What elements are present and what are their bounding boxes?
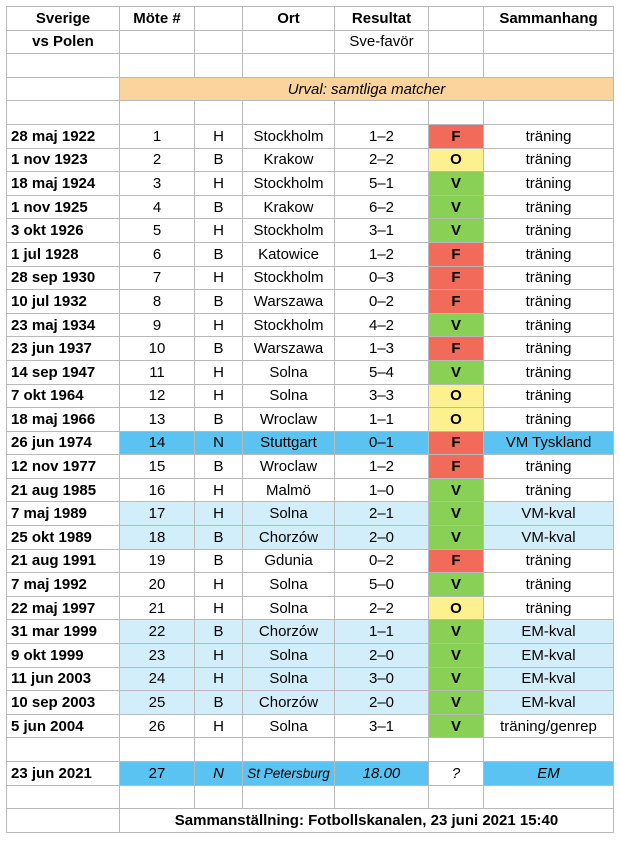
match-date: 18 maj 1924 (7, 172, 120, 196)
match-number: 4 (120, 195, 195, 219)
match-date: 7 okt 1964 (7, 384, 120, 408)
match-result: 1–2 (335, 455, 429, 479)
match-location: Wroclaw (243, 455, 335, 479)
upcoming-match-row (7, 762, 614, 786)
match-context: VM-kval (484, 502, 614, 526)
match-result: 6–2 (335, 195, 429, 219)
match-number: 14 (120, 431, 195, 455)
match-context: träning (484, 172, 614, 196)
blank-row (7, 738, 614, 762)
outcome-badge: V (429, 667, 484, 691)
match-result: 5–4 (335, 360, 429, 384)
table-row (7, 596, 614, 620)
match-number: 5 (120, 219, 195, 243)
outcome-badge: F (429, 266, 484, 290)
match-date: 23 jun 2021 (7, 762, 120, 786)
match-location: Warszawa (243, 337, 335, 361)
outcome-badge: F (429, 549, 484, 573)
match-location: Wroclaw (243, 408, 335, 432)
outcome-badge: V (429, 620, 484, 644)
match-number: 20 (120, 573, 195, 597)
match-date: 28 maj 1922 (7, 124, 120, 148)
outcome-badge: V (429, 172, 484, 196)
match-location: Stockholm (243, 266, 335, 290)
match-result: 3–1 (335, 714, 429, 738)
outcome-badge: V (429, 691, 484, 715)
match-context: träning (484, 408, 614, 432)
match-number: 9 (120, 313, 195, 337)
match-location: Krakow (243, 148, 335, 172)
header-empty-outcome (429, 7, 484, 31)
match-location: Malmö (243, 478, 335, 502)
header-ort: Ort (243, 7, 335, 31)
outcome-badge: F (429, 242, 484, 266)
match-result: 0–3 (335, 266, 429, 290)
table-row (7, 148, 614, 172)
empty-cell (243, 30, 335, 54)
home-away: H (195, 714, 243, 738)
header-row (7, 7, 614, 31)
match-date: 7 maj 1989 (7, 502, 120, 526)
table-row (7, 313, 614, 337)
match-result: 5–0 (335, 573, 429, 597)
outcome-badge: V (429, 573, 484, 597)
match-context: träning (484, 266, 614, 290)
match-date: 25 okt 1989 (7, 526, 120, 550)
blank-row (7, 54, 614, 78)
match-kickoff: 18.00 (335, 762, 429, 786)
match-number: 8 (120, 290, 195, 314)
match-location: Solna (243, 714, 335, 738)
match-context: träning (484, 219, 614, 243)
match-location: Solna (243, 573, 335, 597)
home-away: H (195, 644, 243, 668)
home-away: H (195, 573, 243, 597)
match-location: Warszawa (243, 290, 335, 314)
table-row (7, 573, 614, 597)
match-location: Gdunia (243, 549, 335, 573)
match-result: 2–0 (335, 691, 429, 715)
outcome-badge: V (429, 219, 484, 243)
results-sheet (6, 6, 614, 833)
match-date: 21 aug 1985 (7, 478, 120, 502)
match-result: 1–3 (335, 337, 429, 361)
match-date: 10 sep 2003 (7, 691, 120, 715)
match-location: Solna (243, 596, 335, 620)
outcome-badge: V (429, 313, 484, 337)
table-row (7, 360, 614, 384)
match-context: EM (484, 762, 614, 786)
outcome-badge: V (429, 714, 484, 738)
match-number: 1 (120, 124, 195, 148)
match-location: Chorzów (243, 526, 335, 550)
home-away: B (195, 242, 243, 266)
match-date: 1 jul 1928 (7, 242, 120, 266)
outcome-badge: F (429, 455, 484, 479)
match-result: 5–1 (335, 172, 429, 196)
blank-row (7, 101, 614, 125)
match-location: Stockholm (243, 219, 335, 243)
table-row (7, 526, 614, 550)
outcome-badge: V (429, 478, 484, 502)
table-row (7, 172, 614, 196)
header-resultat: Resultat (335, 7, 429, 31)
outcome-badge: O (429, 408, 484, 432)
home-away: H (195, 502, 243, 526)
table-row (7, 714, 614, 738)
header-sve-favor: Sve-favör (335, 30, 429, 54)
outcome-badge: V (429, 360, 484, 384)
match-context: träning (484, 360, 614, 384)
outcome-badge: V (429, 195, 484, 219)
home-away: N (195, 431, 243, 455)
match-result: 1–2 (335, 242, 429, 266)
table-row (7, 667, 614, 691)
match-number: 19 (120, 549, 195, 573)
table-row (7, 337, 614, 361)
match-table (6, 6, 614, 833)
home-away: B (195, 691, 243, 715)
match-date: 9 okt 1999 (7, 644, 120, 668)
footer-row (7, 809, 614, 833)
match-context: träning (484, 195, 614, 219)
outcome-unknown: ? (429, 762, 484, 786)
home-away: H (195, 266, 243, 290)
match-number: 2 (120, 148, 195, 172)
banner-row (7, 77, 614, 101)
match-location: Stockholm (243, 124, 335, 148)
home-away: N (195, 762, 243, 786)
home-away: B (195, 148, 243, 172)
match-result: 2–2 (335, 596, 429, 620)
home-away: H (195, 124, 243, 148)
match-result: 3–1 (335, 219, 429, 243)
match-context: EM-kval (484, 644, 614, 668)
match-location: Solna (243, 384, 335, 408)
match-location: Stuttgart (243, 431, 335, 455)
subheader-row (7, 30, 614, 54)
match-date: 7 maj 1992 (7, 573, 120, 597)
home-away: H (195, 667, 243, 691)
match-number: 15 (120, 455, 195, 479)
match-date: 22 maj 1997 (7, 596, 120, 620)
header-sverige: Sverige (7, 7, 120, 31)
match-context: VM Tyskland (484, 431, 614, 455)
match-date: 26 jun 1974 (7, 431, 120, 455)
match-context: träning (484, 242, 614, 266)
outcome-badge: F (429, 290, 484, 314)
home-away: B (195, 620, 243, 644)
match-number: 13 (120, 408, 195, 432)
match-number: 11 (120, 360, 195, 384)
table-row (7, 266, 614, 290)
table-row (7, 219, 614, 243)
match-number: 23 (120, 644, 195, 668)
match-context: träning (484, 124, 614, 148)
match-number: 12 (120, 384, 195, 408)
match-result: 0–1 (335, 431, 429, 455)
outcome-badge: O (429, 384, 484, 408)
match-context: träning (484, 337, 614, 361)
match-location: Chorzów (243, 620, 335, 644)
match-result: 3–3 (335, 384, 429, 408)
match-date: 11 jun 2003 (7, 667, 120, 691)
match-number: 7 (120, 266, 195, 290)
match-location: St Petersburg (243, 762, 335, 786)
match-result: 2–1 (335, 502, 429, 526)
match-number: 27 (120, 762, 195, 786)
outcome-badge: O (429, 596, 484, 620)
match-context: VM-kval (484, 526, 614, 550)
table-row (7, 620, 614, 644)
outcome-badge: F (429, 124, 484, 148)
home-away: H (195, 384, 243, 408)
match-date: 10 jul 1932 (7, 290, 120, 314)
match-result: 1–1 (335, 620, 429, 644)
match-location: Stockholm (243, 313, 335, 337)
match-location: Solna (243, 502, 335, 526)
table-row (7, 242, 614, 266)
table-row (7, 408, 614, 432)
home-away: H (195, 596, 243, 620)
match-context: träning (484, 313, 614, 337)
blank-row (7, 785, 614, 809)
match-number: 18 (120, 526, 195, 550)
match-context: träning (484, 290, 614, 314)
outcome-badge: V (429, 526, 484, 550)
home-away: B (195, 526, 243, 550)
match-result: 3–0 (335, 667, 429, 691)
empty-cell (429, 30, 484, 54)
match-date: 23 maj 1934 (7, 313, 120, 337)
match-context: träning (484, 455, 614, 479)
match-number: 6 (120, 242, 195, 266)
home-away: B (195, 408, 243, 432)
match-date: 23 jun 1937 (7, 337, 120, 361)
match-number: 25 (120, 691, 195, 715)
match-location: Katowice (243, 242, 335, 266)
match-date: 3 okt 1926 (7, 219, 120, 243)
table-row (7, 549, 614, 573)
match-result: 2–2 (335, 148, 429, 172)
match-number: 17 (120, 502, 195, 526)
match-context: träning (484, 549, 614, 573)
table-row (7, 384, 614, 408)
home-away: H (195, 219, 243, 243)
match-number: 24 (120, 667, 195, 691)
home-away: B (195, 549, 243, 573)
outcome-badge: V (429, 502, 484, 526)
match-context: träning (484, 384, 614, 408)
match-context: träning/genrep (484, 714, 614, 738)
match-date: 1 nov 1925 (7, 195, 120, 219)
match-result: 2–0 (335, 644, 429, 668)
match-location: Krakow (243, 195, 335, 219)
match-number: 22 (120, 620, 195, 644)
match-result: 0–2 (335, 290, 429, 314)
home-away: H (195, 360, 243, 384)
match-number: 21 (120, 596, 195, 620)
match-context: träning (484, 596, 614, 620)
home-away: B (195, 337, 243, 361)
match-context: träning (484, 573, 614, 597)
header-empty-ha (195, 7, 243, 31)
header-sammanhang: Sammanhang (484, 7, 614, 31)
match-date: 21 aug 1991 (7, 549, 120, 573)
match-location: Chorzów (243, 691, 335, 715)
outcome-badge: F (429, 431, 484, 455)
match-date: 14 sep 1947 (7, 360, 120, 384)
table-row (7, 431, 614, 455)
outcome-badge: V (429, 644, 484, 668)
match-result: 1–1 (335, 408, 429, 432)
home-away: H (195, 172, 243, 196)
match-date: 18 maj 1966 (7, 408, 120, 432)
match-date: 12 nov 1977 (7, 455, 120, 479)
table-row (7, 644, 614, 668)
match-result: 4–2 (335, 313, 429, 337)
match-location: Solna (243, 360, 335, 384)
home-away: B (195, 195, 243, 219)
match-context: träning (484, 148, 614, 172)
empty-cell (195, 30, 243, 54)
match-result: 2–0 (335, 526, 429, 550)
home-away: H (195, 313, 243, 337)
match-date: 28 sep 1930 (7, 266, 120, 290)
table-row (7, 290, 614, 314)
match-number: 26 (120, 714, 195, 738)
header-vs-polen: vs Polen (7, 30, 120, 54)
home-away: H (195, 478, 243, 502)
match-location: Solna (243, 667, 335, 691)
empty-cell (7, 77, 120, 101)
match-result: 1–2 (335, 124, 429, 148)
home-away: B (195, 455, 243, 479)
match-location: Stockholm (243, 172, 335, 196)
match-context: EM-kval (484, 691, 614, 715)
match-date: 31 mar 1999 (7, 620, 120, 644)
outcome-badge: F (429, 337, 484, 361)
table-row (7, 124, 614, 148)
table-row (7, 478, 614, 502)
match-number: 16 (120, 478, 195, 502)
source-footer: Sammanställning: Fotbollskanalen, 23 juni 2021 15:40 (120, 809, 614, 833)
home-away: B (195, 290, 243, 314)
match-number: 10 (120, 337, 195, 361)
outcome-badge: O (429, 148, 484, 172)
match-number: 3 (120, 172, 195, 196)
header-mote: Möte # (120, 7, 195, 31)
table-row (7, 691, 614, 715)
match-result: 0–2 (335, 549, 429, 573)
empty-cell (484, 30, 614, 54)
match-date: 1 nov 1923 (7, 148, 120, 172)
selection-banner: Urval: samtliga matcher (120, 77, 614, 101)
table-row (7, 455, 614, 479)
empty-cell (120, 30, 195, 54)
match-context: EM-kval (484, 620, 614, 644)
match-result: 1–0 (335, 478, 429, 502)
match-context: träning (484, 478, 614, 502)
table-row (7, 502, 614, 526)
match-location: Solna (243, 644, 335, 668)
match-context: EM-kval (484, 667, 614, 691)
table-row (7, 195, 614, 219)
match-date: 5 jun 2004 (7, 714, 120, 738)
